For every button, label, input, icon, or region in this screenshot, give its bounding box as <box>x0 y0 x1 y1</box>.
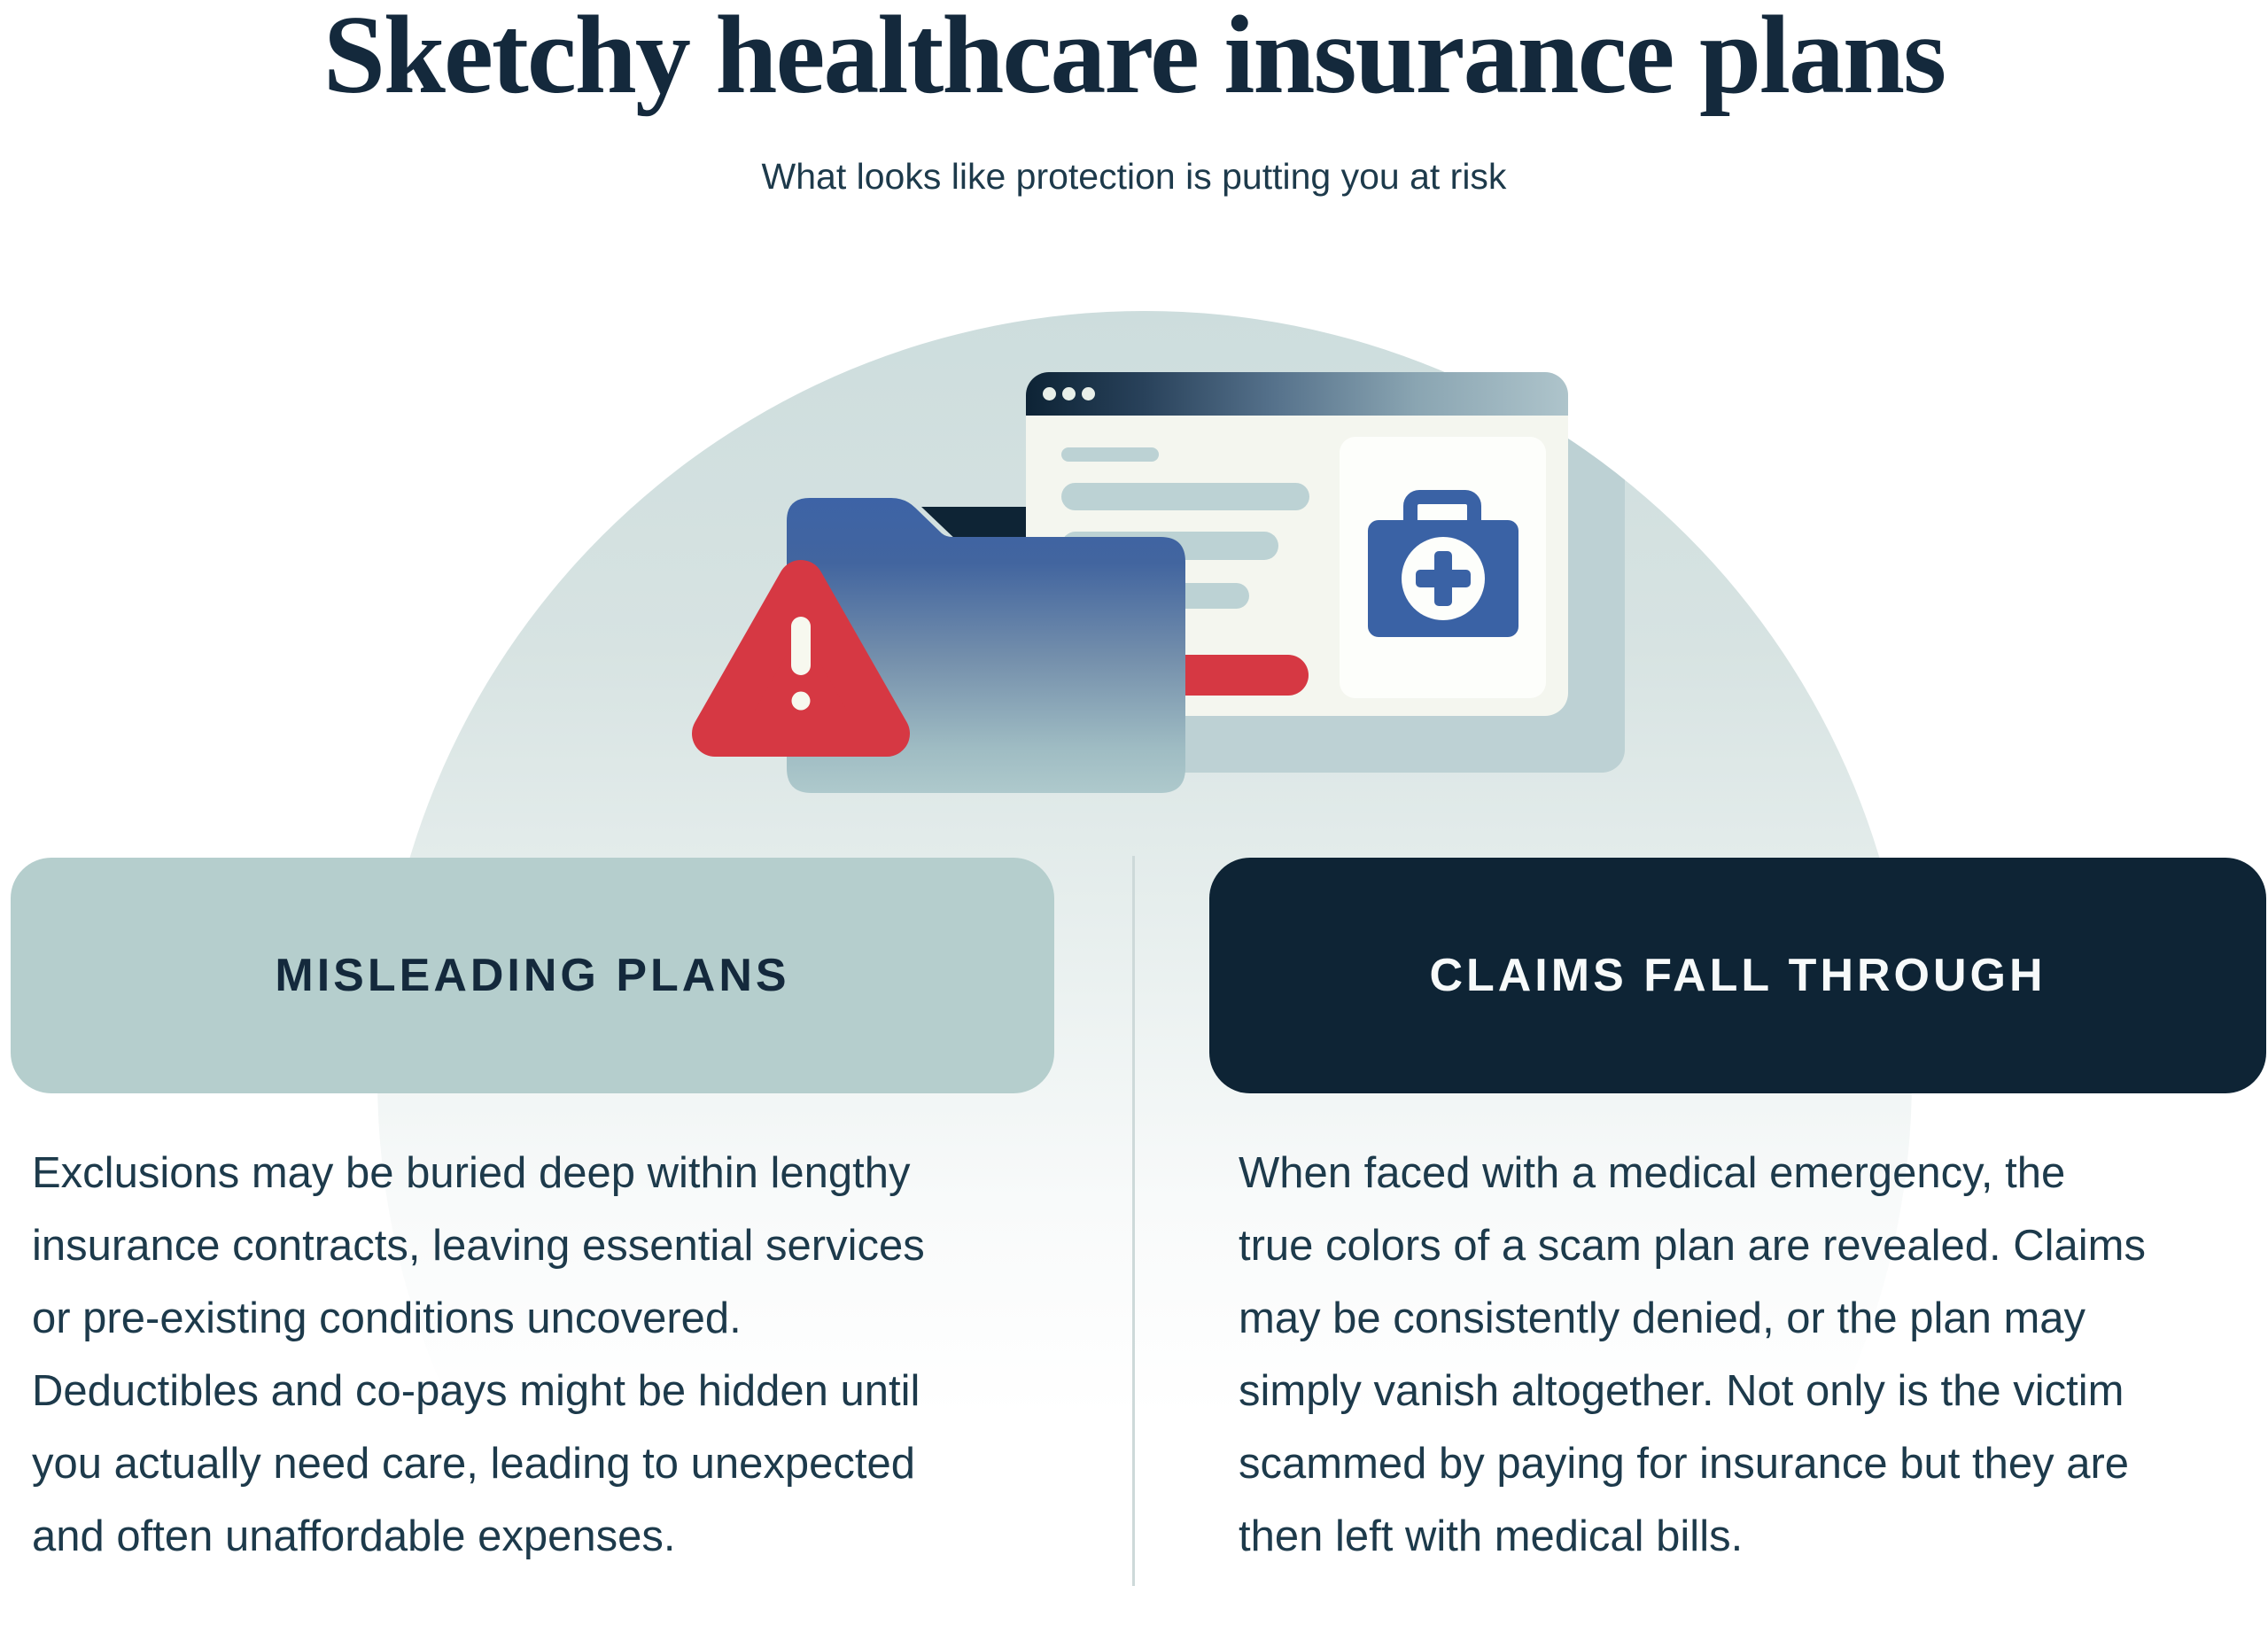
text-line: When faced with a medical emergency, the <box>1239 1149 2066 1197</box>
text-line: Exclusions may be buried deep within lengthy <box>32 1149 911 1197</box>
text-line: scammed by paying for insurance but they are <box>1239 1440 2130 1488</box>
window-dot-icon <box>1062 387 1076 400</box>
card-claims-fall-through <box>1209 858 2266 1093</box>
page-subtitle: What looks like protection is putting you at risk <box>761 156 1507 197</box>
kit-circle <box>1402 537 1485 620</box>
first-aid-panel <box>1340 437 1546 698</box>
text-line: true colors of a scam plan are revealed. Claims <box>1239 1222 2146 1270</box>
column-divider <box>1132 856 1135 1586</box>
text-line: Deductibles and co-pays might be hidden until <box>32 1367 920 1415</box>
text-line: you actually need care, leading to unexpected <box>32 1440 916 1488</box>
skeleton-text-bar <box>1061 447 1159 462</box>
window-dot-icon <box>1082 387 1095 400</box>
card-misleading-plans <box>11 858 1054 1093</box>
first-aid-kit-icon <box>1368 520 1518 637</box>
text-line: insurance contracts, leaving essential services <box>32 1222 925 1270</box>
window-dot-icon <box>1043 387 1056 400</box>
text-line: simply vanish altogether. Not only is the victim <box>1239 1367 2124 1415</box>
card-title: MISLEADING PLANS <box>275 950 790 1001</box>
text-line: then left with medical bills. <box>1239 1512 1744 1560</box>
claims-fall-through-description <box>1239 1137 2146 1573</box>
browser-titlebar <box>1026 372 1568 416</box>
text-line: and often unaffordable expenses. <box>32 1512 676 1560</box>
card-title: CLAIMS FALL THROUGH <box>1429 950 2047 1001</box>
page-title: Sketchy healthcare insurance plans <box>322 0 1946 117</box>
text-line: or pre-existing conditions uncovered. <box>32 1294 742 1342</box>
warning-triangle-icon <box>691 556 911 760</box>
medical-cross-icon <box>1416 570 1471 587</box>
misleading-plans-description <box>32 1137 925 1573</box>
text-line: may be consistently denied, or the plan may <box>1239 1294 2086 1342</box>
